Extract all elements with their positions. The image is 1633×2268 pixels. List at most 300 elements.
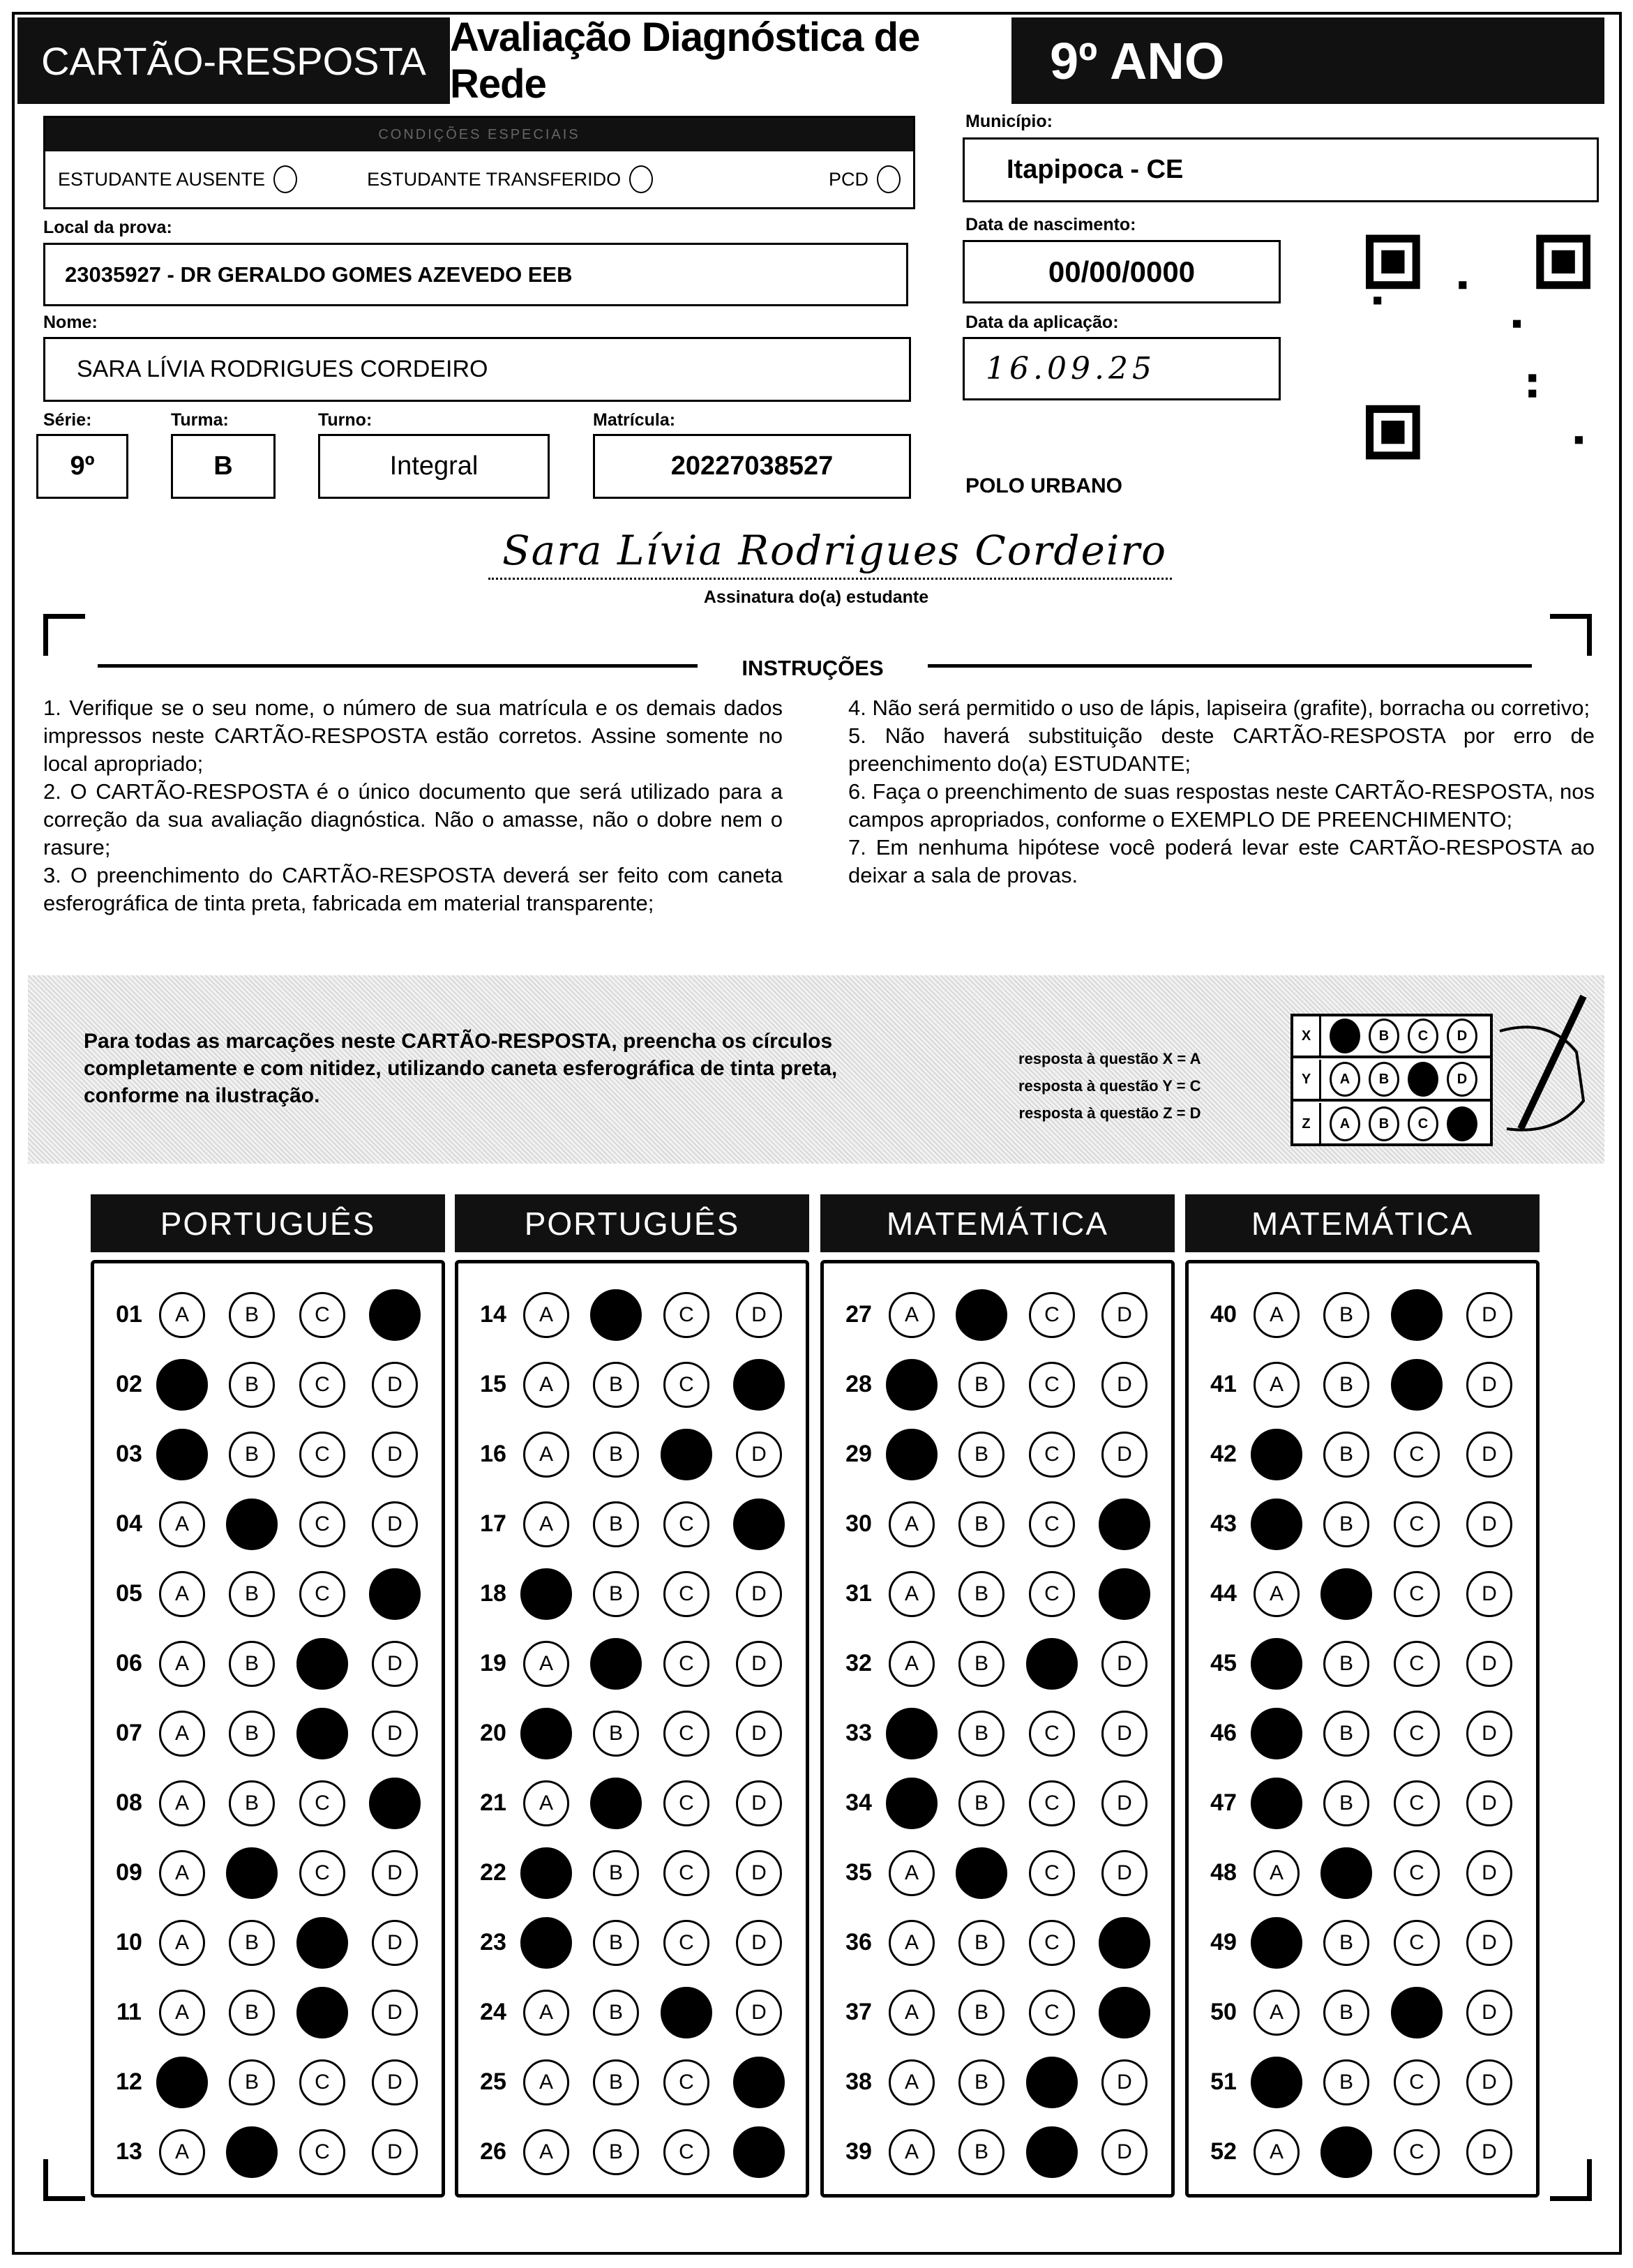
answer-bubble-c[interactable]: C xyxy=(661,1429,712,1480)
question-number: 37 xyxy=(845,1999,872,2025)
fill-example-legend xyxy=(1018,1045,1201,1127)
answer-bubble-d[interactable]: D xyxy=(1466,2059,1512,2105)
answer-bubble-b[interactable]: B xyxy=(958,1432,1004,1478)
answer-bubble-b[interactable]: B xyxy=(229,1362,275,1408)
answer-bubble-c[interactable]: C xyxy=(296,1638,348,1690)
turma-field: B xyxy=(171,434,276,499)
example-bubble: A xyxy=(1330,1106,1360,1141)
answer-bubble-c[interactable]: C xyxy=(296,1987,348,2038)
question-number: 34 xyxy=(845,1789,872,1816)
answer-bubble-a[interactable]: A xyxy=(520,1568,572,1620)
answer-bubble-d[interactable]: D xyxy=(372,1362,418,1408)
instruction-item: 2. O CARTÃO-RESPOSTA é o único documento que será utilizado para a correção da sua avaliação diagnóstica. Não o amasse, não o dobre nem o rasure; xyxy=(43,779,783,859)
answer-bubble-b[interactable]: B xyxy=(590,1778,642,1829)
answer-bubble-b[interactable]: B xyxy=(593,2059,639,2105)
answer-bubble-c[interactable]: C xyxy=(1394,1501,1440,1547)
answer-bubble-c[interactable]: C xyxy=(1394,2129,1440,2175)
answer-bubble-a[interactable]: A xyxy=(1254,2129,1300,2175)
matricula-label: Matrícula: xyxy=(593,410,676,430)
answer-bubble-d[interactable]: D xyxy=(733,1499,785,1550)
question-number: 50 xyxy=(1210,1999,1237,2025)
answer-bubble-c[interactable]: C xyxy=(663,1362,709,1408)
answer-bubble-a[interactable]: A xyxy=(1251,1708,1302,1759)
answer-bubble-b[interactable]: B xyxy=(958,1711,1004,1757)
example-bubble: D xyxy=(1447,1106,1477,1141)
example-question: X xyxy=(1293,1016,1321,1056)
answer-bubble-c[interactable]: C xyxy=(663,1920,709,1966)
answer-bubble-a[interactable]: A xyxy=(1251,1499,1302,1550)
answer-bubble-a[interactable]: A xyxy=(159,1920,205,1966)
answer-bubble-a[interactable]: A xyxy=(886,1359,938,1411)
question-number: 06 xyxy=(116,1650,142,1676)
answer-bubble-b[interactable]: B xyxy=(1323,1292,1369,1338)
answer-bubble-b[interactable]: B xyxy=(229,1780,275,1826)
answer-bubble-d[interactable]: D xyxy=(1101,2129,1147,2175)
answer-bubble-c[interactable]: C xyxy=(663,1571,709,1617)
answer-bubble-b[interactable]: B xyxy=(1323,1501,1369,1547)
answer-bubble-c[interactable]: C xyxy=(663,1850,709,1896)
answer-bubble-c[interactable]: C xyxy=(1029,1990,1075,2036)
question-number: 31 xyxy=(845,1580,872,1607)
signature-handwriting: Sara Lívia Rodrigues Cordeiro xyxy=(502,527,1168,574)
question-number: 17 xyxy=(480,1510,506,1537)
answer-bubble-a[interactable]: A xyxy=(889,1501,935,1547)
transferred-radio[interactable] xyxy=(629,165,653,193)
question-number: 12 xyxy=(116,2068,142,2095)
answer-bubble-b[interactable]: B xyxy=(958,1990,1004,2036)
answer-bubble-a[interactable]: A xyxy=(889,2129,935,2175)
question-number: 03 xyxy=(116,1441,142,1467)
answer-bubble-c[interactable]: C xyxy=(299,1292,345,1338)
answer-bubble-d[interactable]: D xyxy=(1466,1711,1512,1757)
answer-bubble-b[interactable]: B xyxy=(593,2129,639,2175)
pcd-radio[interactable] xyxy=(877,165,901,193)
answer-bubble-c[interactable]: C xyxy=(1394,1711,1440,1757)
answer-bubble-a[interactable]: A xyxy=(520,1847,572,1899)
answer-bubble-c[interactable]: C xyxy=(299,1362,345,1408)
answer-bubble-c[interactable]: C xyxy=(1029,1501,1075,1547)
answer-bubble-d[interactable]: D xyxy=(736,1850,782,1896)
answer-bubble-c[interactable]: C xyxy=(296,1708,348,1759)
answer-bubble-a[interactable]: A xyxy=(159,1711,205,1757)
question-number: 35 xyxy=(845,1859,872,1886)
question-number: 18 xyxy=(480,1580,506,1607)
answer-bubble-b[interactable]: B xyxy=(958,1641,1004,1687)
answer-bubble-d[interactable]: D xyxy=(1466,1292,1512,1338)
example-question: Z xyxy=(1293,1103,1321,1145)
answer-bubble-b[interactable]: B xyxy=(1323,1362,1369,1408)
answer-bubble-b[interactable]: B xyxy=(229,1432,275,1478)
question-number: 11 xyxy=(116,1999,142,2025)
answer-bubble-c[interactable]: C xyxy=(663,1501,709,1547)
question-number: 26 xyxy=(480,2138,506,2165)
question-number: 15 xyxy=(480,1371,506,1397)
local-label: Local da prova: xyxy=(43,218,172,237)
answer-bubble-b[interactable]: B xyxy=(1320,1568,1372,1620)
answer-bubble-b[interactable]: B xyxy=(1323,1711,1369,1757)
card-title: CARTÃO-RESPOSTA xyxy=(17,17,450,104)
answer-bubble-c[interactable]: C xyxy=(299,1571,345,1617)
answer-bubble-d[interactable]: D xyxy=(1101,1432,1147,1478)
answer-bubble-a[interactable]: A xyxy=(1254,1292,1300,1338)
answer-bubble-a[interactable]: A xyxy=(889,1641,935,1687)
answer-bubble-c[interactable]: C xyxy=(1029,1292,1075,1338)
answer-bubble-b[interactable]: B xyxy=(226,2126,278,2178)
answer-bubble-c[interactable]: C xyxy=(1029,1432,1075,1478)
answer-bubble-a[interactable]: A xyxy=(523,2059,569,2105)
answer-bubble-a[interactable]: A xyxy=(1251,1429,1302,1480)
answer-bubble-c[interactable]: C xyxy=(1391,1359,1443,1411)
answer-bubble-a[interactable]: A xyxy=(523,2129,569,2175)
answer-bubble-a[interactable]: A xyxy=(156,2057,208,2108)
answer-bubble-d[interactable]: D xyxy=(1466,1641,1512,1687)
answer-bubble-c[interactable]: C xyxy=(663,2059,709,2105)
answer-bubble-c[interactable]: C xyxy=(299,1850,345,1896)
answer-bubble-a[interactable]: A xyxy=(886,1708,938,1759)
exam-title: Avaliação Diagnóstica de Rede xyxy=(450,17,1011,104)
answer-bubble-d[interactable]: D xyxy=(1466,1362,1512,1408)
answer-bubble-d[interactable]: D xyxy=(372,1432,418,1478)
answer-bubble-a[interactable]: A xyxy=(1254,1362,1300,1408)
answer-bubble-c[interactable]: C xyxy=(296,1917,348,1969)
answer-bubble-d[interactable]: D xyxy=(1466,1850,1512,1896)
answer-bubble-b[interactable]: B xyxy=(229,1292,275,1338)
answer-bubble-a[interactable]: A xyxy=(159,1292,205,1338)
answer-bubble-d[interactable]: D xyxy=(369,1568,421,1620)
answer-bubble-c[interactable]: C xyxy=(299,1432,345,1478)
answer-bubble-d[interactable]: D xyxy=(1099,1987,1150,2038)
answer-bubble-a[interactable]: A xyxy=(889,1850,935,1896)
answer-bubble-c[interactable]: C xyxy=(1394,1780,1440,1826)
answer-bubble-d[interactable]: D xyxy=(369,1289,421,1341)
answer-bubble-d[interactable]: D xyxy=(1466,1920,1512,1966)
answer-bubble-c[interactable]: C xyxy=(1026,1638,1078,1690)
answer-bubble-b[interactable]: B xyxy=(956,1289,1007,1341)
instructions-left xyxy=(43,694,783,917)
answer-bubble-b[interactable]: B xyxy=(229,1990,275,2036)
answer-bubble-a[interactable]: A xyxy=(886,1778,938,1829)
answer-bubble-a[interactable]: A xyxy=(886,1429,938,1480)
nascimento-field: 00/00/0000 xyxy=(963,240,1281,303)
answer-bubble-c[interactable]: C xyxy=(1026,2126,1078,2178)
question-number: 02 xyxy=(116,1371,142,1397)
answer-bubble-a[interactable]: A xyxy=(889,1990,935,2036)
answer-bubble-a[interactable]: A xyxy=(523,1501,569,1547)
answer-bubble-b[interactable]: B xyxy=(1320,2126,1372,2178)
answer-bubble-c[interactable]: C xyxy=(1029,1362,1075,1408)
answer-bubble-c[interactable]: C xyxy=(1394,1850,1440,1896)
hand-pen-icon xyxy=(1493,989,1597,1150)
question-number: 05 xyxy=(116,1580,142,1607)
answer-bubble-b[interactable]: B xyxy=(593,1432,639,1478)
answer-bubble-d[interactable]: D xyxy=(733,2057,785,2108)
answer-bubble-b[interactable]: B xyxy=(593,1850,639,1896)
answer-bubble-a[interactable]: A xyxy=(1254,1850,1300,1896)
serie-field: 9º xyxy=(36,434,128,499)
serie-label: Série: xyxy=(43,410,92,430)
answer-bubble-c[interactable]: C xyxy=(1029,1780,1075,1826)
answer-bubble-a[interactable]: A xyxy=(1251,1778,1302,1829)
answer-bubble-b[interactable]: B xyxy=(593,1362,639,1408)
answer-bubble-b[interactable]: B xyxy=(593,1501,639,1547)
answer-bubble-a[interactable]: A xyxy=(1251,1638,1302,1690)
answer-bubble-b[interactable]: B xyxy=(1323,2059,1369,2105)
question-number: 09 xyxy=(116,1859,142,1886)
absent-radio[interactable] xyxy=(273,165,297,193)
answer-bubble-c[interactable]: C xyxy=(1029,1711,1075,1757)
section-header: MATEMÁTICA xyxy=(820,1194,1175,1252)
example-bubble: D xyxy=(1447,1019,1477,1053)
answer-bubble-d[interactable]: D xyxy=(736,1780,782,1826)
example-bubble: B xyxy=(1369,1062,1399,1097)
answer-bubble-b[interactable]: B xyxy=(958,1571,1004,1617)
answer-bubble-d[interactable]: D xyxy=(369,1778,421,1829)
answer-grid xyxy=(91,1260,445,2198)
answer-bubble-d[interactable]: D xyxy=(736,1292,782,1338)
answer-bubble-d[interactable]: D xyxy=(1101,1850,1147,1896)
answer-bubble-b[interactable]: B xyxy=(593,1990,639,2036)
instruction-item: 1. Verifique se o seu nome, o número de sua matrícula e os demais dados impressos neste CARTÃO-RESPOSTA estão corretos. Assine somente no local apropriado; xyxy=(43,696,783,776)
answer-bubble-d[interactable]: D xyxy=(736,1920,782,1966)
example-question: Y xyxy=(1293,1060,1321,1099)
example-bubble: C xyxy=(1408,1019,1438,1053)
question-number: 47 xyxy=(1210,1789,1237,1816)
answer-bubble-d[interactable]: D xyxy=(372,1641,418,1687)
signature-label: Assinatura do(a) estudante xyxy=(703,587,929,607)
corner-mark xyxy=(1550,2159,1592,2201)
question-number: 27 xyxy=(845,1301,872,1328)
nascimento-label: Data de nascimento: xyxy=(965,215,1136,234)
fill-example-grid xyxy=(1290,1014,1493,1146)
answer-bubble-a[interactable]: A xyxy=(1254,1571,1300,1617)
question-number: 22 xyxy=(480,1859,506,1886)
question-number: 19 xyxy=(480,1650,506,1676)
answer-bubble-d[interactable]: D xyxy=(372,2059,418,2105)
answer-bubble-b[interactable]: B xyxy=(958,1780,1004,1826)
answer-bubble-d[interactable]: D xyxy=(1466,2129,1512,2175)
answer-bubble-b[interactable]: B xyxy=(590,1289,642,1341)
answer-bubble-a[interactable]: A xyxy=(159,1571,205,1617)
answer-bubble-b[interactable]: B xyxy=(593,1920,639,1966)
answer-bubble-d[interactable]: D xyxy=(372,2129,418,2175)
answer-bubble-a[interactable]: A xyxy=(159,1501,205,1547)
answer-bubble-d[interactable]: D xyxy=(372,1850,418,1896)
answer-bubble-b[interactable]: B xyxy=(958,2129,1004,2175)
answer-bubble-d[interactable]: D xyxy=(736,1571,782,1617)
instruction-item: 3. O preenchimento do CARTÃO-RESPOSTA deverá ser feito com caneta esferográfica de tinta preta, fabricada em material transparente; xyxy=(43,863,783,915)
answer-bubble-c[interactable]: C xyxy=(299,2059,345,2105)
answer-bubble-a[interactable]: A xyxy=(1254,1990,1300,2036)
answer-bubble-d[interactable]: D xyxy=(1101,1780,1147,1826)
answer-bubble-b[interactable]: B xyxy=(229,1711,275,1757)
answer-bubble-d[interactable]: D xyxy=(1101,1711,1147,1757)
question-number: 39 xyxy=(845,2138,872,2165)
question-number: 51 xyxy=(1210,2068,1237,2095)
municipio-label: Município: xyxy=(965,112,1053,131)
answer-bubble-c[interactable]: C xyxy=(1391,1289,1443,1341)
answer-bubble-d[interactable]: D xyxy=(1466,1501,1512,1547)
answer-bubble-a[interactable]: A xyxy=(520,1708,572,1759)
answer-bubble-d[interactable]: D xyxy=(1466,1990,1512,2036)
answer-bubble-a[interactable]: A xyxy=(523,1292,569,1338)
question-number: 40 xyxy=(1210,1301,1237,1328)
answer-bubble-c[interactable]: C xyxy=(663,1711,709,1757)
divider xyxy=(928,664,1532,668)
question-number: 46 xyxy=(1210,1720,1237,1746)
example-bubble: C xyxy=(1408,1106,1438,1141)
answer-grid xyxy=(1185,1260,1540,2198)
question-number: 33 xyxy=(845,1720,872,1746)
answer-bubble-d[interactable]: D xyxy=(1099,1568,1150,1620)
answer-bubble-b[interactable]: B xyxy=(958,1501,1004,1547)
answer-bubble-d[interactable]: D xyxy=(372,1920,418,1966)
answer-bubble-a[interactable]: A xyxy=(889,1920,935,1966)
answer-bubble-d[interactable]: D xyxy=(736,1641,782,1687)
question-number: 16 xyxy=(480,1441,506,1467)
answer-bubble-d[interactable]: D xyxy=(372,1711,418,1757)
answer-bubble-b[interactable]: B xyxy=(229,2059,275,2105)
nome-field: SARA LÍVIA RODRIGUES CORDEIRO xyxy=(43,337,911,402)
answer-bubble-c[interactable]: C xyxy=(663,2129,709,2175)
answer-bubble-a[interactable]: A xyxy=(523,1990,569,2036)
question-number: 42 xyxy=(1210,1441,1237,1467)
signature-line xyxy=(488,578,1172,580)
question-number: 48 xyxy=(1210,1859,1237,1886)
answer-bubble-a[interactable]: A xyxy=(523,1432,569,1478)
answer-bubble-c[interactable]: C xyxy=(1026,2057,1078,2108)
answer-bubble-b[interactable]: B xyxy=(1323,1920,1369,1966)
answer-bubble-b[interactable]: B xyxy=(958,2059,1004,2105)
answer-bubble-a[interactable]: A xyxy=(889,2059,935,2105)
answer-bubble-a[interactable]: A xyxy=(156,1429,208,1480)
answer-bubble-c[interactable]: C xyxy=(1394,1641,1440,1687)
answer-bubble-c[interactable]: C xyxy=(1029,1850,1075,1896)
instructions-right xyxy=(848,694,1595,889)
question-number: 24 xyxy=(480,1999,506,2025)
answer-bubble-c[interactable]: C xyxy=(661,1987,712,2038)
answer-bubble-a[interactable]: A xyxy=(159,1990,205,2036)
answer-bubble-d[interactable]: D xyxy=(372,1990,418,2036)
answer-bubble-d[interactable]: D xyxy=(1099,1917,1150,1969)
answer-bubble-b[interactable]: B xyxy=(1323,1432,1369,1478)
corner-mark xyxy=(1550,614,1592,656)
answer-bubble-a[interactable]: A xyxy=(523,1362,569,1408)
answer-bubble-c[interactable]: C xyxy=(663,1292,709,1338)
answer-bubble-b[interactable]: B xyxy=(1320,1847,1372,1899)
transferred-label: ESTUDANTE TRANSFERIDO xyxy=(367,168,622,190)
instruction-item: 5. Não haverá substituição deste CARTÃO-RESPOSTA por erro de preenchimento do(a) ESTUDANTE; xyxy=(848,723,1595,776)
answer-bubble-b[interactable]: B xyxy=(1323,1641,1369,1687)
answer-bubble-c[interactable]: C xyxy=(1394,1571,1440,1617)
answer-bubble-c[interactable]: C xyxy=(299,1501,345,1547)
answer-bubble-d[interactable]: D xyxy=(733,1359,785,1411)
answer-bubble-a[interactable]: A xyxy=(523,1641,569,1687)
answer-bubble-a[interactable]: A xyxy=(159,1850,205,1896)
grade-label: 9º ANO xyxy=(1011,17,1604,104)
answer-bubble-c[interactable]: C xyxy=(1394,2059,1440,2105)
answer-bubble-d[interactable]: D xyxy=(1466,1432,1512,1478)
answer-bubble-a[interactable]: A xyxy=(523,1780,569,1826)
answer-bubble-d[interactable]: D xyxy=(372,1501,418,1547)
answer-bubble-b[interactable]: B xyxy=(593,1571,639,1617)
answer-bubble-b[interactable]: B xyxy=(958,1362,1004,1408)
instruction-item: 6. Faça o preenchimento de suas respostas neste CARTÃO-RESPOSTA, nos campos apropriados, conforme o EXEMPLO DE PREENCHIMENTO; xyxy=(848,779,1595,832)
nome-label: Nome: xyxy=(43,313,98,332)
answer-bubble-a[interactable]: A xyxy=(159,1641,205,1687)
answer-bubble-d[interactable]: D xyxy=(736,1432,782,1478)
answer-bubble-a[interactable]: A xyxy=(1251,2057,1302,2108)
answer-bubble-a[interactable]: A xyxy=(889,1292,935,1338)
answer-bubble-b[interactable]: B xyxy=(229,1920,275,1966)
answer-bubble-a[interactable]: A xyxy=(156,1359,208,1411)
answer-bubble-d[interactable]: D xyxy=(1466,1780,1512,1826)
local-field: 23035927 - DR GERALDO GOMES AZEVEDO EEB xyxy=(43,243,908,306)
answer-bubble-a[interactable]: A xyxy=(889,1571,935,1617)
section-header: PORTUGUÊS xyxy=(455,1194,809,1252)
answer-bubble-b[interactable]: B xyxy=(1323,1990,1369,2036)
answer-bubble-a[interactable]: A xyxy=(159,2129,205,2175)
answer-bubble-c[interactable]: C xyxy=(1394,1432,1440,1478)
answer-bubble-c[interactable]: C xyxy=(663,1780,709,1826)
answer-bubble-d[interactable]: D xyxy=(1101,2059,1147,2105)
answer-bubble-c[interactable]: C xyxy=(1391,1987,1443,2038)
answer-bubble-c[interactable]: C xyxy=(663,1641,709,1687)
legend-line: resposta à questão X = A xyxy=(1018,1050,1201,1067)
question-number: 41 xyxy=(1210,1371,1237,1397)
answer-bubble-b[interactable]: B xyxy=(593,1711,639,1757)
answer-bubble-b[interactable]: B xyxy=(956,1847,1007,1899)
answer-bubble-d[interactable]: D xyxy=(1101,1641,1147,1687)
section-header: MATEMÁTICA xyxy=(1185,1194,1540,1252)
special-conditions xyxy=(43,116,915,209)
answer-bubble-c[interactable]: C xyxy=(1029,1571,1075,1617)
example-row xyxy=(1293,1103,1490,1145)
answer-bubble-c[interactable]: C xyxy=(1029,1920,1075,1966)
answer-bubble-a[interactable]: A xyxy=(159,1780,205,1826)
special-conditions-title: CONDIÇÕES ESPECIAIS xyxy=(45,118,913,151)
answer-bubble-d[interactable]: D xyxy=(1101,1362,1147,1408)
answer-bubble-b[interactable]: B xyxy=(226,1847,278,1899)
answer-bubble-d[interactable]: D xyxy=(736,1990,782,2036)
answer-bubble-b[interactable]: B xyxy=(590,1638,642,1690)
answer-bubble-c[interactable]: C xyxy=(299,1780,345,1826)
answer-bubble-a[interactable]: A xyxy=(520,1917,572,1969)
matricula-field: 20227038527 xyxy=(593,434,911,499)
question-number: 04 xyxy=(116,1510,142,1537)
answer-bubble-c[interactable]: C xyxy=(1394,1920,1440,1966)
qr-code-icon xyxy=(1366,234,1590,460)
answer-bubble-b[interactable]: B xyxy=(229,1641,275,1687)
answer-bubble-c[interactable]: C xyxy=(299,2129,345,2175)
question-number: 38 xyxy=(845,2068,872,2095)
answer-bubble-b[interactable]: B xyxy=(226,1499,278,1550)
answer-bubble-d[interactable]: D xyxy=(1099,1499,1150,1550)
answer-bubble-a[interactable]: A xyxy=(1251,1917,1302,1969)
legend-line: resposta à questão Z = D xyxy=(1018,1104,1201,1122)
corner-mark xyxy=(43,2159,85,2201)
answer-bubble-b[interactable]: B xyxy=(958,1920,1004,1966)
example-row xyxy=(1293,1016,1490,1058)
answer-bubble-b[interactable]: B xyxy=(229,1571,275,1617)
question-number: 45 xyxy=(1210,1650,1237,1676)
question-number: 52 xyxy=(1210,2138,1237,2165)
answer-bubble-b[interactable]: B xyxy=(1323,1780,1369,1826)
answer-bubble-d[interactable]: D xyxy=(1466,1571,1512,1617)
answer-bubble-d[interactable]: D xyxy=(736,1711,782,1757)
answer-bubble-d[interactable]: D xyxy=(733,2126,785,2178)
example-bubble: B xyxy=(1369,1106,1399,1141)
answer-bubble-d[interactable]: D xyxy=(1101,1292,1147,1338)
